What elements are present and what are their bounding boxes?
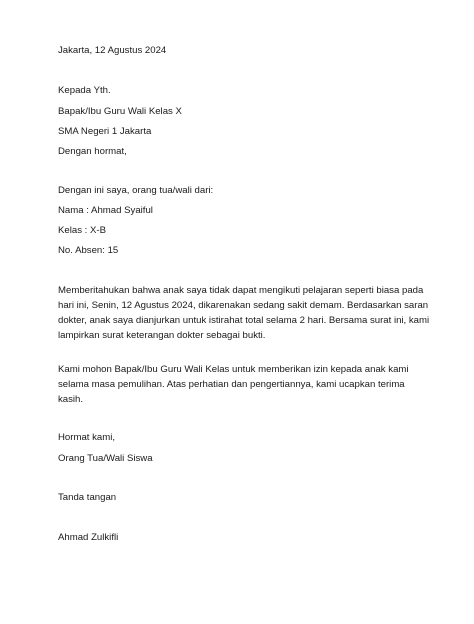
recipient-salutation: Kepada Yth.: [58, 85, 111, 96]
student-class: Kelas : X-B: [58, 225, 106, 236]
paragraph-line: dokter, anak saya dianjurkan untuk istirahat total selama 2 hari. Bersama surat ini, kami: [58, 315, 430, 326]
recipient-school: SMA Negeri 1 Jakarta: [58, 126, 152, 137]
recipient-name: Bapak/Ibu Guru Wali Kelas X: [58, 106, 182, 117]
paragraph-line: kasih.: [58, 394, 84, 405]
paragraph-line: Memberitahukan bahwa anak saya tidak dapat mengikuti pelajaran seperti biasa pada: [58, 285, 424, 296]
signer-name: Ahmad Zulkifli: [58, 532, 119, 543]
paragraph-line: selama masa pemulihan. Atas perhatian dan pengertiannya, kami ucapkan terima: [58, 379, 405, 390]
signature-label: Tanda tangan: [58, 492, 117, 503]
body-paragraph-2: [58, 362, 420, 407]
paragraph-line: lampirkan surat keterangan dokter sebagai bukti.: [58, 330, 266, 341]
paragraph-line: hari ini, Senin, 12 Agustus 2024, dikarenakan sedang sakit demam. Berdasarkan saran: [58, 300, 429, 311]
signer-role: Orang Tua/Wali Siswa: [58, 453, 153, 464]
paragraph-line: Kami mohon Bapak/Ibu Guru Wali Kelas untuk memberikan izin kepada anak kami: [58, 364, 409, 375]
letter-date: Jakarta, 12 Agustus 2024: [58, 45, 167, 56]
student-name: Nama : Ahmad Syaiful: [58, 205, 153, 216]
closing: Hormat kami,: [58, 432, 116, 443]
intro-text: Dengan ini saya, orang tua/wali dari:: [58, 185, 214, 196]
student-absence-number: No. Absen: 15: [58, 245, 119, 256]
greeting: Dengan hormat,: [58, 146, 127, 157]
body-paragraph-1: [58, 283, 430, 343]
